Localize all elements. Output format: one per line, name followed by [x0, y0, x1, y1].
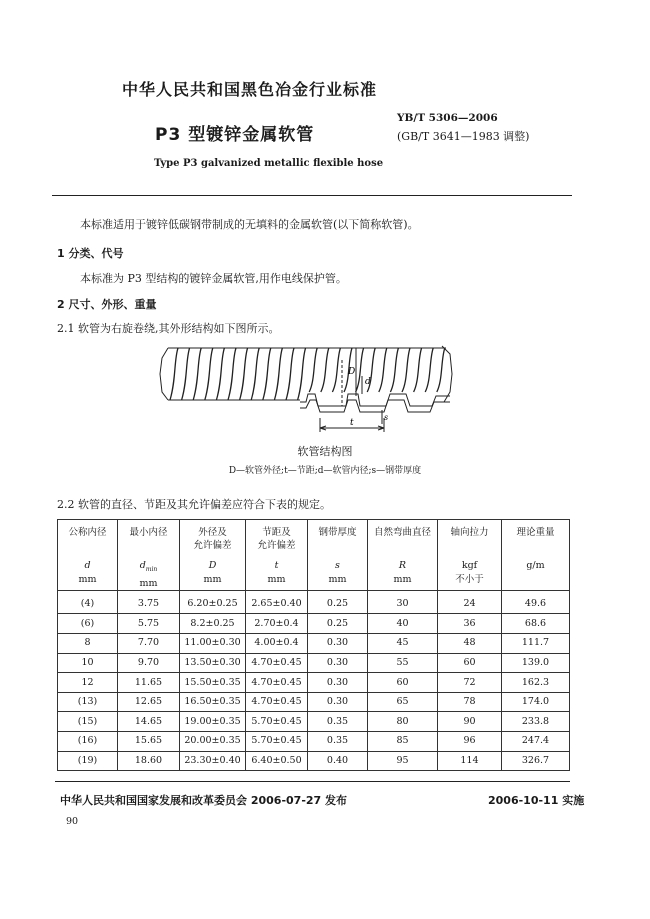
table-cell: 24	[438, 590, 502, 614]
table-cell: 48	[438, 634, 502, 654]
column-header	[58, 520, 118, 591]
column-symbol: kgf	[461, 560, 478, 571]
table-cell: 6.20±0.25	[180, 590, 246, 614]
coil-winding	[170, 348, 178, 400]
table-cell: 0.40	[308, 751, 368, 771]
table-row	[58, 634, 570, 654]
table-cell: 14.65	[118, 712, 180, 732]
table-row	[58, 614, 570, 634]
label-D: D	[348, 367, 356, 377]
table-cell: 326.7	[502, 751, 570, 771]
table-cell: 78	[438, 692, 502, 712]
table-cell: 95	[368, 751, 438, 771]
document-subtitle-english: Type P3 galvanized metallic flexible hose	[154, 158, 384, 169]
table-cell: 96	[438, 732, 502, 752]
label-s: s	[384, 413, 389, 422]
section-2-1-text: 2.1 软管为右旋卷绕,其外形结构如下图所示。	[57, 322, 280, 335]
table-cell: 111.7	[502, 634, 570, 654]
table-cell: 65	[368, 692, 438, 712]
figure-legend: D—软管外径;t—节距;d—软管内径;s—钢带厚度	[228, 466, 422, 476]
section-1-text: 本标准为 P3 型结构的镀锌金属软管,用作电线保护管。	[80, 272, 347, 285]
coil-winding	[193, 348, 201, 400]
table-cell: 4.70±0.45	[246, 653, 308, 673]
table-cell: (4)	[58, 590, 118, 614]
column-header	[180, 520, 246, 591]
coil-winding	[437, 348, 445, 392]
table-cell: 0.30	[308, 634, 368, 654]
column-symbol: g/m	[526, 560, 545, 571]
page-number: 90	[66, 816, 79, 827]
column-unit: mm	[78, 574, 97, 585]
table-row	[58, 732, 570, 752]
coil-winding	[332, 348, 340, 392]
table-cell: 19.00±0.35	[180, 712, 246, 732]
figure-title: 软管结构图	[297, 445, 353, 458]
standard-adjustment-note: (GB/T 3641—1983 调整)	[397, 130, 530, 143]
coil-winding	[425, 348, 433, 392]
column-header	[368, 520, 438, 591]
table-cell: 90	[438, 712, 502, 732]
table-cell: 15.50±0.35	[180, 673, 246, 693]
table-cell: 139.0	[502, 653, 570, 673]
column-symbol: t	[274, 560, 279, 571]
issuer-line: 中华人民共和国国家发展和改革委员会 2006-07-27 发布	[60, 794, 348, 807]
table-cell: 18.60	[118, 751, 180, 771]
table-cell: 2.65±0.40	[246, 590, 308, 614]
section-2-heading: 2 尺寸、外形、重量	[57, 298, 157, 311]
table-cell: (6)	[58, 614, 118, 634]
table-cell: 36	[438, 614, 502, 634]
coil-winding	[379, 348, 387, 392]
column-symbol: s	[335, 560, 340, 571]
table-cell: 233.8	[502, 712, 570, 732]
column-symbol: d	[84, 560, 91, 571]
table-row	[58, 653, 570, 673]
table-cell: 8	[58, 634, 118, 654]
column-unit: mm	[203, 574, 222, 585]
coil-winding	[228, 348, 236, 400]
table-cell: 5.70±0.45	[246, 732, 308, 752]
column-header-label: 钢带厚度	[318, 527, 357, 538]
column-header-label: 轴向拉力	[450, 527, 489, 538]
coil-winding	[414, 348, 422, 392]
coil-winding	[298, 348, 306, 400]
coil-winding	[240, 348, 248, 400]
hose-coil-windings	[170, 348, 445, 400]
label-d: d	[365, 377, 371, 387]
table-cell: 68.6	[502, 614, 570, 634]
table-cell: 16.50±0.35	[180, 692, 246, 712]
table-cell: 6.40±0.50	[246, 751, 308, 771]
table-cell: 0.30	[308, 653, 368, 673]
table-cell: 2.70±0.4	[246, 614, 308, 634]
table-cell: 72	[438, 673, 502, 693]
table-cell: 4.70±0.45	[246, 673, 308, 693]
table-cell: 247.4	[502, 732, 570, 752]
column-header	[118, 520, 180, 591]
table-header-row	[58, 520, 570, 591]
table-cell: (15)	[58, 712, 118, 732]
table-cell: 80	[368, 712, 438, 732]
coil-winding	[182, 348, 190, 400]
table-cell: 12.65	[118, 692, 180, 712]
coil-winding	[390, 348, 398, 392]
table-cell: 60	[438, 653, 502, 673]
table-cell: 23.30±0.40	[180, 751, 246, 771]
table-cell: 30	[368, 590, 438, 614]
industry-standard-title: 中华人民共和国黑色冶金行业标准	[122, 80, 378, 99]
table-cell: 5.75	[118, 614, 180, 634]
column-unit: mm	[139, 577, 158, 589]
table-cell: 13.50±0.30	[180, 653, 246, 673]
column-symbol: D	[208, 560, 217, 571]
coil-winding	[286, 348, 294, 400]
implementation-date: 2006-10-11 实施	[488, 794, 585, 807]
table-cell: 9.70	[118, 653, 180, 673]
coil-winding	[402, 348, 410, 392]
hose-structure-figure	[150, 340, 470, 440]
table-cell: 0.25	[308, 614, 368, 634]
table-cell: 174.0	[502, 692, 570, 712]
table-cell: 5.70±0.45	[246, 712, 308, 732]
footer-divider	[55, 781, 570, 782]
table-cell: (13)	[58, 692, 118, 712]
table-row	[58, 590, 570, 614]
table-cell: 85	[368, 732, 438, 752]
column-header-label: 允许偏差	[193, 540, 232, 551]
coil-winding	[251, 348, 259, 400]
column-header-label: 节距及	[262, 527, 291, 538]
hose-dimension-table	[57, 519, 570, 771]
coil-winding	[309, 348, 317, 392]
table-row	[58, 751, 570, 771]
table-cell: 49.6	[502, 590, 570, 614]
document-title: P3 型镀锌金属软管	[155, 125, 315, 145]
table-cell: 0.35	[308, 732, 368, 752]
column-header-label: 自然弯曲直径	[373, 527, 431, 538]
column-unit: mm	[328, 574, 347, 585]
table-cell: 0.35	[308, 712, 368, 732]
table-cell: (19)	[58, 751, 118, 771]
table-cell: 45	[368, 634, 438, 654]
standard-code: YB/T 5306—2006	[397, 112, 498, 124]
table-cell: 0.25	[308, 590, 368, 614]
table-row	[58, 712, 570, 732]
coil-winding	[205, 348, 213, 400]
coil-winding	[263, 348, 271, 400]
coil-winding	[274, 348, 282, 400]
table-cell: 4.70±0.45	[246, 692, 308, 712]
coil-winding	[216, 348, 224, 400]
table-cell: 40	[368, 614, 438, 634]
intro-paragraph: 本标准适用于镀锌低碳钢带制成的无填料的金属软管(以下简称软管)。	[80, 218, 419, 231]
table-cell: 7.70	[118, 634, 180, 654]
table-cell: 20.00±0.35	[180, 732, 246, 752]
column-header-label: 理论重量	[516, 527, 555, 538]
column-symbol: $d_{min}$	[139, 560, 158, 573]
column-unit: mm	[267, 574, 286, 585]
table-cell: 3.75	[118, 590, 180, 614]
table-cell: 11.65	[118, 673, 180, 693]
table-row	[58, 673, 570, 693]
column-unit: 不小于	[455, 574, 484, 585]
column-header-label: 允许偏差	[257, 540, 296, 551]
column-header-label: 外径及	[198, 527, 227, 538]
column-header-label: 公称内径	[68, 527, 107, 538]
table-cell: 15.65	[118, 732, 180, 752]
table-cell: 10	[58, 653, 118, 673]
table-cell: 162.3	[502, 673, 570, 693]
table-body	[58, 590, 570, 770]
section-2-2-text: 2.2 软管的直径、节距及其允许偏差应符合下表的规定。	[57, 498, 331, 511]
table-cell: 60	[368, 673, 438, 693]
column-header	[502, 520, 570, 591]
table-cell: 0.30	[308, 673, 368, 693]
column-header	[246, 520, 308, 591]
column-header	[438, 520, 502, 591]
coil-winding	[321, 348, 329, 392]
header-divider	[52, 195, 572, 196]
table-cell: (16)	[58, 732, 118, 752]
column-unit: mm	[393, 574, 412, 585]
column-symbol: R	[398, 560, 407, 571]
table-cell: 0.30	[308, 692, 368, 712]
table-cell: 11.00±0.30	[180, 634, 246, 654]
column-header-label: 最小内径	[129, 527, 168, 538]
table-cell: 4.00±0.4	[246, 634, 308, 654]
table-cell: 114	[438, 751, 502, 771]
label-t: t	[350, 418, 354, 428]
table-cell: 12	[58, 673, 118, 693]
column-header	[308, 520, 368, 591]
table-cell: 8.2±0.25	[180, 614, 246, 634]
section-1-heading: 1 分类、代号	[57, 247, 124, 260]
table-row	[58, 692, 570, 712]
table-cell: 55	[368, 653, 438, 673]
